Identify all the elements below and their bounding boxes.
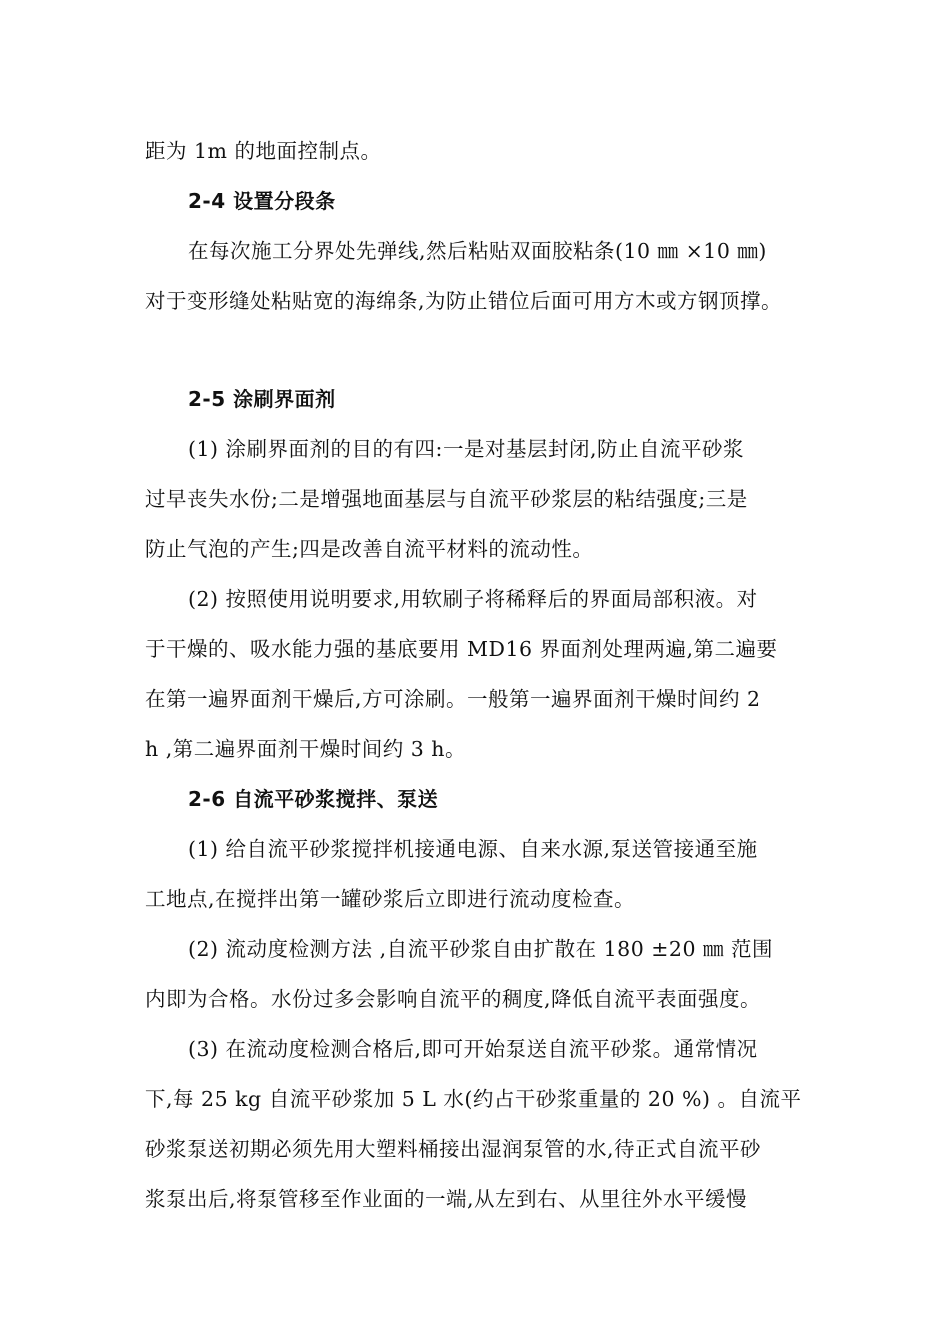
paragraph-line: h ,第二遍界面剂干燥时间约 3 h。 (145, 737, 467, 761)
paragraph-line: 在第一遍界面剂干燥后,方可涂刷。一般第一遍界面剂干燥时间约 2 (145, 687, 761, 711)
paragraph-line-continuation: 距为 1m 的地面控制点。 (145, 139, 382, 163)
paragraph-line: 工地点,在搅拌出第一罐砂浆后立即进行流动度检查。 (145, 887, 636, 911)
paragraph-line: 于干燥的、吸水能力强的基底要用 MD16 界面剂处理两遍,第二遍要 (145, 637, 778, 661)
section-heading-2-4: 2-4 设置分段条 (188, 189, 336, 213)
paragraph-line: (1) 给自流平砂浆搅拌机接通电源、自来水源,泵送管接通至施 (188, 837, 758, 861)
section-heading-2-6: 2-6 自流平砂浆搅拌、泵送 (188, 787, 439, 811)
paragraph-line: 对于变形缝处粘贴宽的海绵条,为防止错位后面可用方木或方钢顶撑。 (145, 289, 783, 313)
paragraph-line: 内即为合格。水份过多会影响自流平的稠度,降低自流平表面强度。 (145, 987, 762, 1011)
paragraph-line: 过早丧失水份;二是增强地面基层与自流平砂浆层的粘结强度;三是 (145, 487, 748, 511)
paragraph-line: (2) 按照使用说明要求,用软刷子将稀释后的界面局部积液。对 (188, 587, 758, 611)
paragraph-line: 在每次施工分界处先弹线,然后粘贴双面胶粘条(10 ㎜ ×10 ㎜) (188, 239, 767, 263)
paragraph-line: (2) 流动度检测方法 ,自流平砂浆自由扩散在 180 ±20 ㎜ 范围 (188, 937, 774, 961)
paragraph-line: 砂浆泵送初期必须先用大塑料桶接出湿润泵管的水,待正式自流平砂 (145, 1137, 762, 1161)
section-heading-2-5: 2-5 涂刷界面剂 (188, 387, 336, 411)
paragraph-line: (3) 在流动度检测合格后,即可开始泵送自流平砂浆。通常情况 (188, 1037, 758, 1061)
paragraph-line: (1) 涂刷界面剂的目的有四:一是对基层封闭,防止自流平砂浆 (188, 437, 744, 461)
paragraph-line: 下,每 25 kg 自流平砂浆加 5 L 水(约占干砂浆重量的 20 %) 。自流平 (145, 1087, 802, 1111)
paragraph-line: 浆泵出后,将泵管移至作业面的一端,从左到右、从里往外水平缓慢 (145, 1187, 748, 1211)
paragraph-line: 防止气泡的产生;四是改善自流平材料的流动性。 (145, 537, 594, 561)
